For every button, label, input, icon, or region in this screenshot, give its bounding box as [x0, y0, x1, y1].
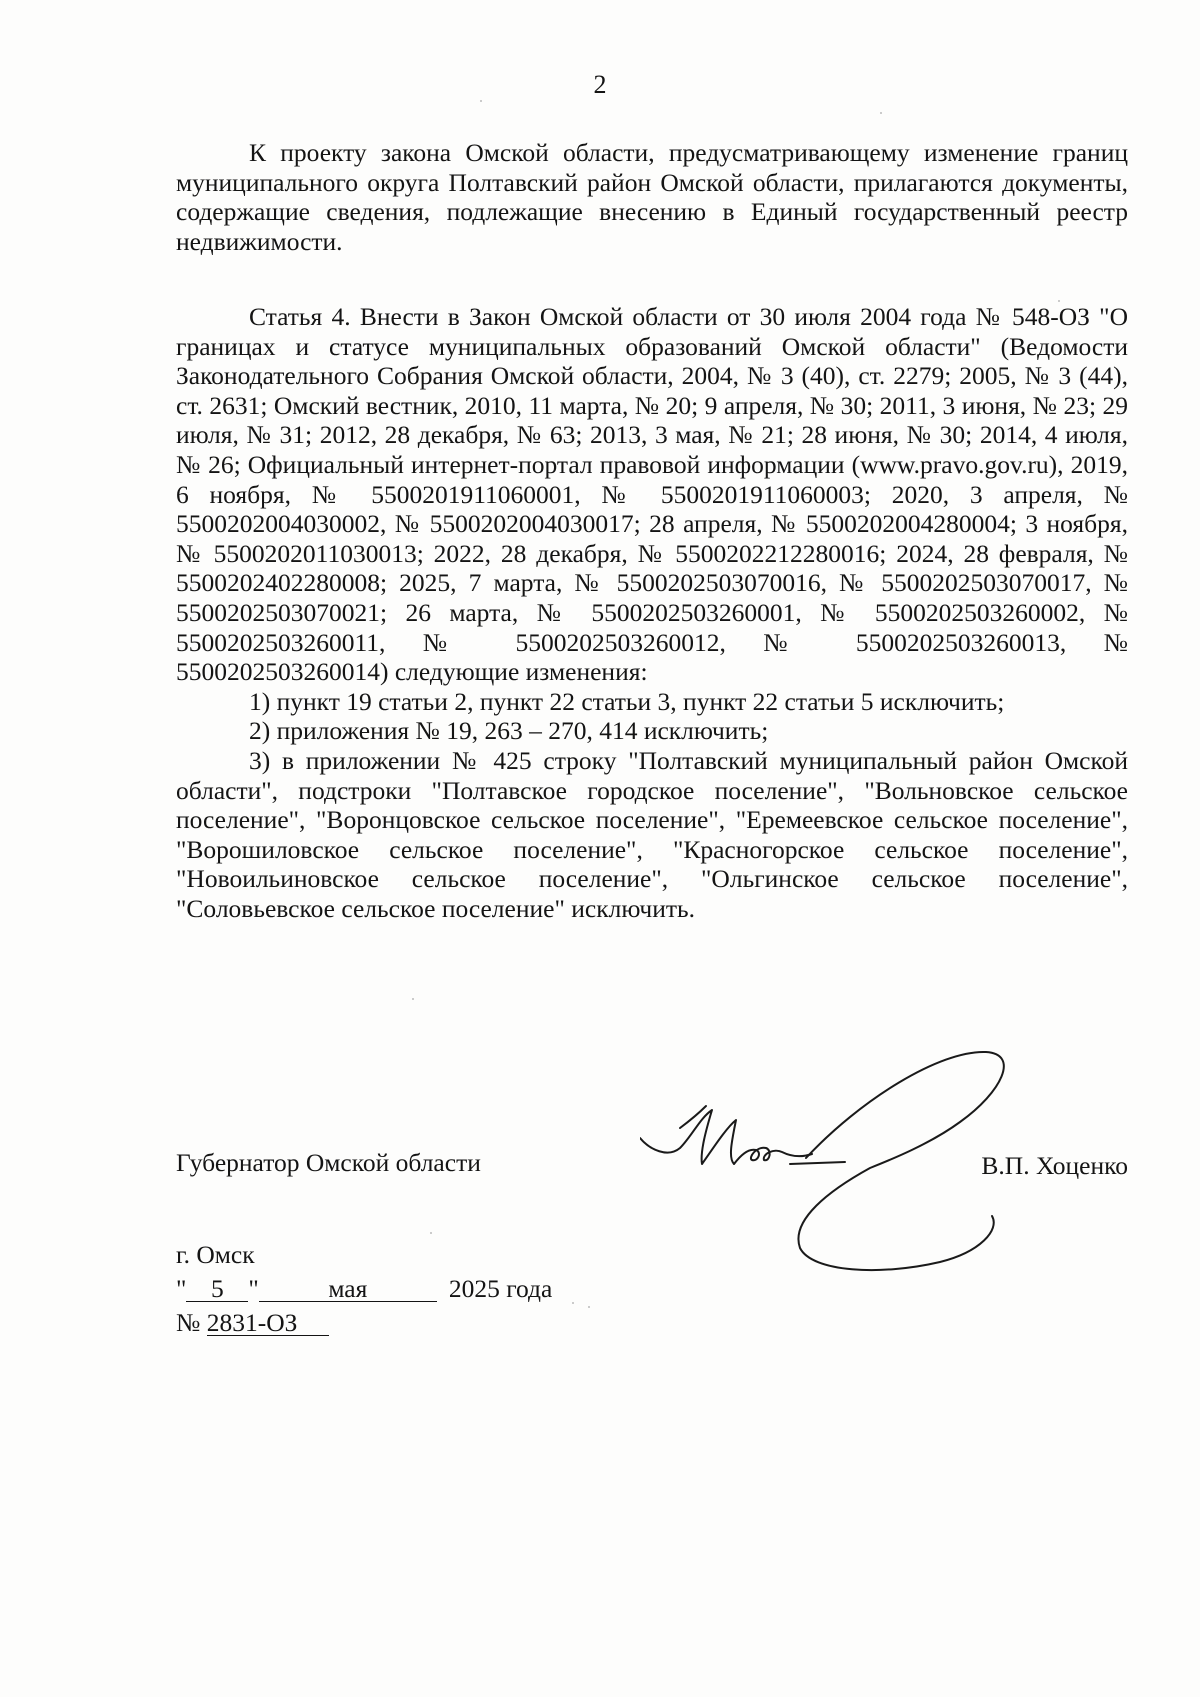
- place-date-number: [176, 1238, 552, 1340]
- date-day: 5: [186, 1277, 248, 1302]
- intro-paragraph: К проекту закона Омской области, предусматривающему изменение границ муниципального округа Полтавский район Омской области, прилагаются документы, содержащие сведения, подлежащие внесению в Единый государственный реестр недвижимости.: [176, 138, 1128, 256]
- law-number-value: 2831-ОЗ: [207, 1311, 329, 1336]
- intro-paragraph-block: [176, 138, 1128, 256]
- scan-speck: [430, 1232, 432, 1234]
- date-open-quote: ": [176, 1274, 187, 1303]
- scan-speck: [588, 1306, 590, 1308]
- scan-speck: [480, 100, 482, 102]
- article-4-paragraph: Статья 4. Внести в Закон Омской области от 30 июля 2004 года № 548-ОЗ "О границах и статусе муниципальных образований Омской области" (Ведомости Законодательного Собрания Омской области, 2004, № 3 (40), ст. 2279; 2005, № 3 (44), ст. 2631; Омский вестник, 2010, 11 марта, № 20; 9 апреля, № 30; 2011, 3 июня, № 23; 29 июля, № 31; 2012, 28 декабря, № 63; 2013, 3 мая, № 21; 28 июня, № 30; 2014, 4 июля, № 26; Официальный интернет-портал правовой информации (www.pravo.gov.ru), 2019, 6 ноября, № 5500201911060001, № 5500201911060003; 2020, 3 апреля, № 5500202004030002, № 5500202004030017; 28 апреля, № 5500202004280004; 3 ноября, № 5500202011030013; 2022, 28 декабря, № 5500202212280016; 2024, 28 февраля, № 5500202402280008; 2025, 7 марта, № 5500202503070016, № 5500202503070017, № 5500202503070021; 26 марта, № 5500202503260001, № 5500202503260002, № 5500202503260011, № 5500202503260012, № 5500202503260013, № 5500202503260014) следующие изменения:: [176, 302, 1128, 687]
- date-month: мая: [259, 1277, 437, 1302]
- handwritten-signature: [640, 1040, 1100, 1280]
- law-number: [176, 1306, 552, 1340]
- article-4-block: [176, 302, 1128, 923]
- scan-speck: [1058, 300, 1060, 302]
- law-number-prefix: №: [176, 1308, 201, 1337]
- amendment-item: 2) приложения № 19, 263 – 270, 414 исключить;: [249, 716, 769, 746]
- page-number: 2: [593, 70, 607, 99]
- scan-speck: [412, 998, 414, 1000]
- date-close-quote: ": [248, 1274, 259, 1303]
- scan-speck: [880, 112, 882, 114]
- date-year: 2025 года: [448, 1274, 553, 1303]
- place-of-signing: г. Омск: [176, 1240, 255, 1269]
- amendment-item: 3) в приложении № 425 строку "Полтавский муниципальный район Омской области", подстроки "Полтавское городское поселение", "Вольновское сельское поселение", "Воронцовское сельское поселение", "Еремеевское сельское поселение", "Ворошиловское сельское поселение", "Красногорское сельское поселение", "Новоильиновское сельское поселение", "Ольгинское сельское поселение", "Соловьевское сельское поселение" исключить.: [176, 745, 1128, 923]
- scan-speck: [572, 1302, 574, 1304]
- governor-title: Губернатор Омской области: [176, 1148, 481, 1177]
- governor-name: В.П. Хоценко: [981, 1151, 1128, 1180]
- signing-date: [176, 1272, 552, 1306]
- amendment-item: 1) пункт 19 статьи 2, пункт 22 статьи 3, пункт 22 статьи 5 исключить;: [249, 686, 1005, 716]
